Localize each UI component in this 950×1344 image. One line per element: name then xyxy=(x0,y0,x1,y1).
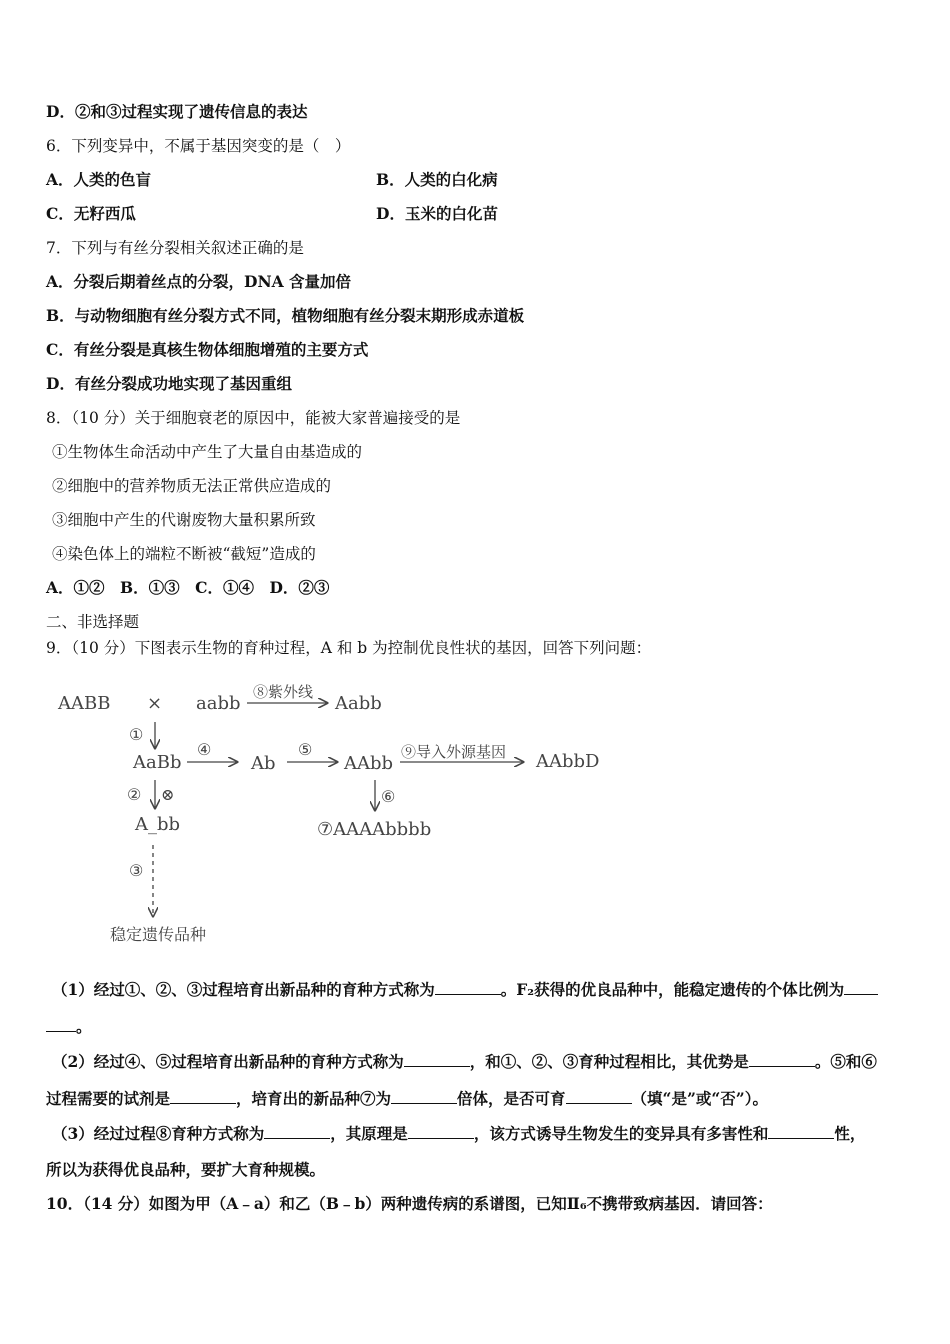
selfing-symbol: ⊗ xyxy=(161,785,175,804)
aabbd-label: AAbbD xyxy=(536,751,600,772)
q9-part1-line1 xyxy=(52,980,878,1000)
q9-p2f: 倍体，是否可育 xyxy=(457,1089,566,1108)
answer-blank[interactable] xyxy=(768,1124,834,1139)
q9-part3-line2: 所以为获得优良品种，要扩大育种规模。 xyxy=(46,1160,326,1179)
answer-blank[interactable] xyxy=(566,1089,632,1104)
q8-statement-1: ①生物体生命活动中产生了大量自由基造成的 xyxy=(52,443,363,461)
q9-part2-line2 xyxy=(46,1089,768,1109)
q7-stem: 7．下列与有丝分裂相关叙述正确的是 xyxy=(46,239,304,257)
q9-part2-line1 xyxy=(52,1052,877,1072)
q6-option-a: A．人类的色盲 xyxy=(46,170,152,189)
q7-option-a: A．分裂后期着丝点的分裂，DNA 含量加倍 xyxy=(46,272,352,291)
q6-option-b: B．人类的白化病 xyxy=(376,170,498,189)
answer-blank[interactable] xyxy=(749,1052,815,1067)
q9-p1c: 。 xyxy=(76,1017,92,1036)
breeding-diagram xyxy=(55,680,625,950)
q9-p3a: （3）经过过程⑧育种方式称为 xyxy=(52,1124,265,1143)
q8-statement-4: ④染色体上的端粒不断被“截短”造成的 xyxy=(52,545,316,563)
step-3-label: ③ xyxy=(129,861,144,880)
q6-option-d: D．玉米的白化苗 xyxy=(376,204,498,223)
q5-option-d: D．②和③过程实现了遗传信息的表达 xyxy=(46,102,308,121)
step-8-label: ⑧紫外线 xyxy=(253,683,314,701)
parent-aabb-label: AABB xyxy=(58,693,111,714)
parent-aabb2-label: aabb xyxy=(196,693,241,714)
q8-statement-3: ③细胞中产生的代谢废物大量积累所致 xyxy=(52,511,316,529)
q6-stem: 6．下列变异中，不属于基因突变的是（ ） xyxy=(46,137,351,155)
answer-blank[interactable] xyxy=(170,1089,236,1104)
q9-p2b: ，和①、②、③育种过程相比，其优势是 xyxy=(469,1052,749,1071)
q9-stem: 9．（10 分）下图表示生物的育种过程，A 和 b 为控制优良性状的基因，回答下列问题： xyxy=(46,639,652,657)
q9-p1a: （1）经过①、②、③过程培育出新品种的育种方式称为 xyxy=(52,980,435,999)
q9-p2d: 过程需要的试剂是 xyxy=(46,1089,171,1108)
q7-option-c: C．有丝分裂是真核生物体细胞增殖的主要方式 xyxy=(46,340,369,359)
q9-p2c: 。⑤和⑥ xyxy=(814,1052,877,1071)
step-5-label: ⑤ xyxy=(298,740,313,759)
aabb-diploid-label: AAbb xyxy=(344,753,394,774)
q10-stem: 10．（14 分）如图为甲（A﹣a）和乙（B﹣b）两种遗传病的系谱图，已知Ⅱ₆不携带致病基因．请回答： xyxy=(46,1194,773,1213)
q9-p1b: 。F₂获得的优良品种中，能稳定遗传的个体比例为 xyxy=(500,980,845,999)
q9-part3-line1 xyxy=(52,1124,865,1144)
q9-part1-line2 xyxy=(46,1017,92,1037)
q9-p3b: ，其原理是 xyxy=(330,1124,408,1143)
q9-p2g: （填“是”或“否”）。 xyxy=(631,1089,768,1108)
q8-stem: 8．（10 分）关于细胞衰老的原因中，能被大家普遍接受的是 xyxy=(46,409,461,427)
answer-blank[interactable] xyxy=(408,1124,474,1139)
answer-blank[interactable] xyxy=(844,980,878,995)
cross-symbol: × xyxy=(147,693,163,714)
answer-blank[interactable] xyxy=(435,980,501,995)
answer-blank[interactable] xyxy=(404,1052,470,1067)
q7-option-b: B．与动物细胞有丝分裂方式不同，植物细胞有丝分裂末期形成赤道板 xyxy=(46,306,525,325)
q9-p3c: ，该方式诱导生物发生的变异具有多害性和 xyxy=(473,1124,769,1143)
section-heading: 二、非选择题 xyxy=(46,613,140,631)
q9-p2a: （2）经过④、⑤过程培育出新品种的育种方式称为 xyxy=(52,1052,404,1071)
answer-blank[interactable] xyxy=(264,1124,330,1139)
q8-options: A．①② B．①③ C．①④ D．②③ xyxy=(46,578,330,597)
result-aabb-label: Aabb xyxy=(335,693,382,714)
haploid-ab-label: Ab xyxy=(251,753,276,774)
f1-label: AaBb xyxy=(133,752,182,773)
step-7-label: ⑦AAAAbbbb xyxy=(317,819,432,840)
q9-p3d: 性， xyxy=(834,1124,866,1143)
answer-blank[interactable] xyxy=(46,1017,76,1032)
step-9-label: ⑨导入外源基因 xyxy=(401,743,507,761)
a-bb-label: A_bb xyxy=(135,814,181,835)
answer-blank[interactable] xyxy=(391,1089,457,1104)
q8-statement-2: ②细胞中的营养物质无法正常供应造成的 xyxy=(52,477,332,495)
step-4-label: ④ xyxy=(197,740,212,759)
q6-option-c: C．无籽西瓜 xyxy=(46,204,136,223)
q9-p2e: ，培育出的新品种⑦为 xyxy=(236,1089,392,1108)
stable-variety-label: 稳定遗传品种 xyxy=(110,925,207,944)
step-1-label: ① xyxy=(129,725,144,744)
step-2-label: ② xyxy=(127,785,142,804)
step-6-label: ⑥ xyxy=(381,787,396,806)
q7-option-d: D．有丝分裂成功地实现了基因重组 xyxy=(46,374,292,393)
